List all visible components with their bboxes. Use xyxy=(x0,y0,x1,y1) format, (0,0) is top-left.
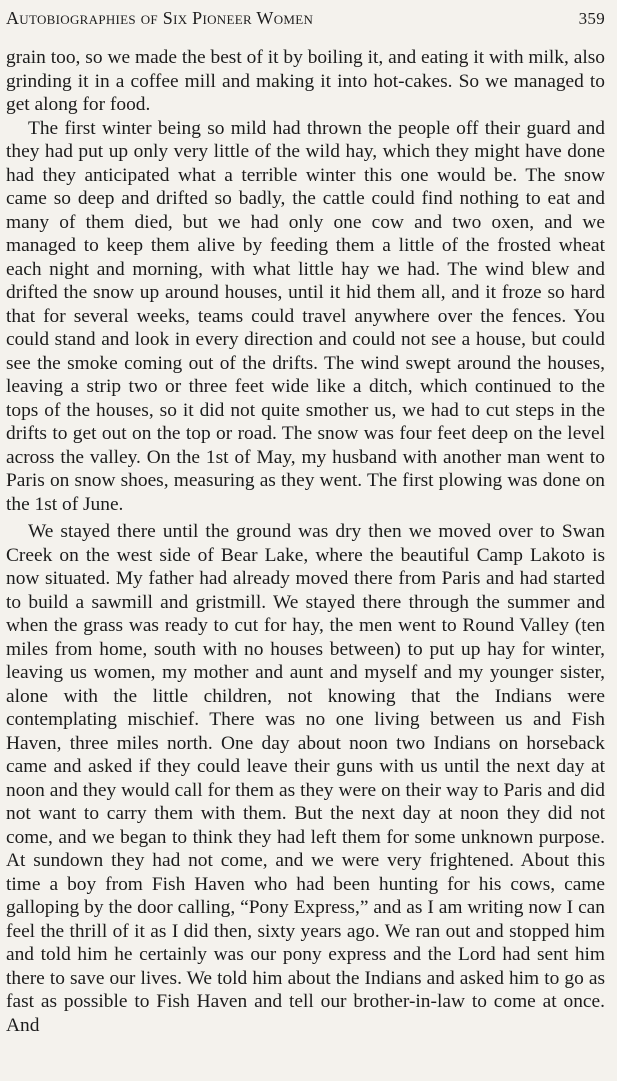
page-number: 359 xyxy=(578,9,605,28)
body-text xyxy=(6,46,605,1037)
running-title: Autobiographies of Six Pioneer Women xyxy=(6,8,314,28)
paragraph-swan-creek: We stayed there until the ground was dry then we moved over to Swan Creek on the west side of Bear Lake, where the beautiful Camp Lakoto is now situated. My father had already moved there from Paris and had started to build a sawmill and gristmill. We stayed there through the summer and when the grass was ready to cut for hay, the men went to Round Valley (ten miles from home, south with no houses between) to put up hay for winter, leaving us women, my mother and aunt and myself and my younger sister, alone with the little children, not knowing that the Indians were contemplating mischief. There was no one living between us and Fish Haven, three miles north. One day about noon two Indians on horseback came and asked if they could leave their guns with us until the next day at noon and they would call for them as they were on their way to Paris and did not want to carry them with them. But the next day at noon they did not come, and we began to think they had left them for some unknown purpose. At sundown they had not come, and we were very frightened. About this time a boy from Fish Haven who had been hunting for his cows, came galloping by the door calling, “Pony Express,” and as I am writing now I can feel the thrill of it as I did then, sixty years ago. We ran out and stopped him and told him he certainly was our pony express and the Lord had sent him there to save our lives. We told him about the Indians and asked him to go as fast as possible to Fish Haven and tell our brother-in-law to come at once. And xyxy=(6,521,605,1036)
paragraph-winter: The first winter being so mild had thrown the people off their guard and they had put up only very little of the wild hay, which they might have done had they anticipated what a terrible winter this one would be. The snow came so deep and drifted so badly, the cattle could find nothing to eat and many of them died, but we had only one cow and two oxen, and we managed to keep them alive by feeding them a little of the frosted wheat each night and morning, with what little hay we had. The wind blew and drifted the snow up around houses, until it hid them all, and it froze so hard that for several weeks, teams could travel anywhere over the fences. You could stand and look in every direction and could not see a house, but could see the smoke coming out of the drifts. The wind swept around the houses, leaving a strip two or three feet wide like a ditch, which continued to the tops of the houses, so it did not quite smother us, we had to cut steps in the drifts to get out on the top or road. The snow was four feet deep on the level across the valley. On the 1st of May, my husband with another man went to Paris on snow shoes, measuring as they went. The first plowing was done on the 1st of June. xyxy=(6,117,605,515)
running-header xyxy=(6,6,605,46)
paragraph-continuation: grain too, so we made the best of it by boiling it, and eating it with milk, also grinding it in a coffee mill and making it into hot-cakes. So we managed to get along for food. xyxy=(6,47,605,115)
